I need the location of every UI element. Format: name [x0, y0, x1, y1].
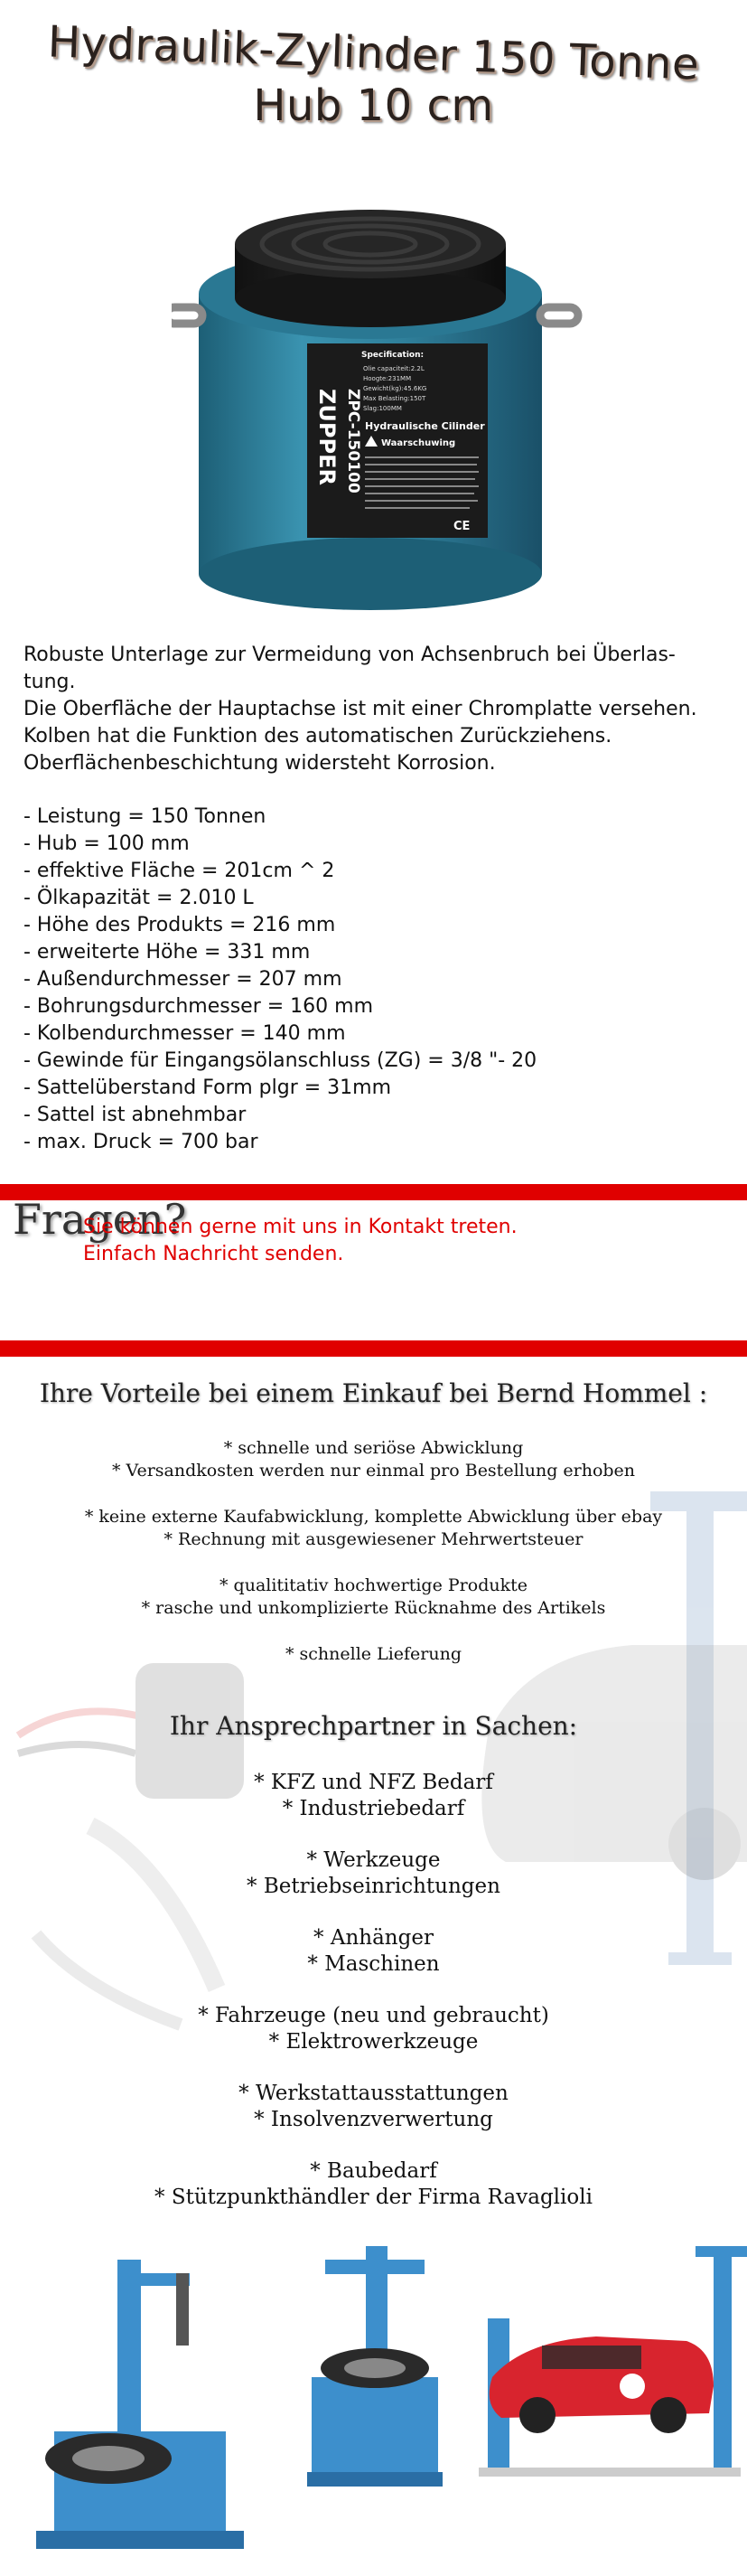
- spec-item: - Kolbendurchmesser = 140 mm: [23, 1022, 346, 1045]
- description-line: Oberflächenbeschichtung widersteht Korrosion.: [23, 752, 496, 775]
- benefit-item: * Versandkosten werden nur einmal pro Bestellung erhoben: [111, 1461, 636, 1481]
- partner-item: * Maschinen: [307, 1952, 440, 1976]
- label-model: ZPC-150100: [344, 389, 362, 494]
- partner-item: * Baubedarf: [310, 2159, 437, 2183]
- partner-item: * KFZ und NFZ Bedarf: [254, 1771, 493, 1794]
- partner-item: * Anhänger: [313, 1926, 434, 1950]
- benefit-item: * schnelle und seriöse Abwicklung: [223, 1438, 524, 1458]
- benefits-list: [0, 1437, 747, 1666]
- product-description: [23, 642, 728, 777]
- description-line: tung.: [23, 671, 76, 693]
- benefit-item: * keine externe Kaufabwicklung, komplette Abwicklung über ebay: [84, 1507, 663, 1527]
- spec-item: - effektive Fläche = 201cm ^ 2: [23, 860, 335, 882]
- spec-item: - Leistung = 150 Tonnen: [23, 805, 266, 828]
- partner-item: * Werkstattausstattungen: [238, 2082, 509, 2105]
- label-spec-4: Max Belasting:150T: [363, 395, 426, 402]
- car-lift-with-car-icon: [479, 2246, 747, 2477]
- benefit-item: * rasche und unkomplizierte Rücknahme des Artikels: [141, 1598, 606, 1618]
- hydraulic-cylinder-image: [172, 208, 596, 615]
- label-heading: Hydraulische Cilinder: [365, 420, 485, 432]
- partner-item: * Werkzeuge: [306, 1848, 441, 1872]
- contact-line-1: Sie können gerne mit uns in Kontakt treten.: [83, 1216, 518, 1238]
- label-spec-2: Hoogte:231MM: [363, 375, 412, 382]
- partner-item: * Elektrowerkzeuge: [268, 2030, 479, 2054]
- contact-partner-heading: Ihr Ansprechpartner in Sachen:: [169, 1711, 578, 1741]
- label-spec-1: Olie capaciteit:2.2L: [363, 365, 425, 372]
- spec-item: - Ölkapazität = 2.010 L: [23, 887, 254, 909]
- benefit-item: * schnelle Lieferung: [285, 1644, 462, 1664]
- spec-item: - max. Druck = 700 bar: [23, 1131, 258, 1153]
- contact-partner-list: [0, 1770, 747, 2211]
- questions-heading: Fragen?: [13, 1195, 187, 1244]
- spec-item: - erweiterte Höhe = 331 mm: [23, 941, 311, 964]
- benefit-item: * Rechnung mit ausgewiesener Mehrwertsteuer: [163, 1529, 584, 1549]
- description-line: Robuste Unterlage zur Vermeidung von Achsenbruch bei Überlas-: [23, 644, 676, 666]
- spec-item: - Gewinde für Eingangsölanschluss (ZG) = 3/8 "- 20: [23, 1049, 537, 1072]
- red-divider-bottom: [0, 1340, 747, 1357]
- partner-item: * Insolvenzverwertung: [254, 2108, 493, 2131]
- description-line: Kolben hat die Funktion des automatischen Zurückziehens.: [23, 725, 612, 747]
- title-line-2: Hub 10 cm: [253, 80, 494, 131]
- page-title: [0, 16, 747, 132]
- description-line: Die Oberfläche der Hauptachse ist mit einer Chromplatte versehen.: [23, 698, 697, 720]
- benefit-item: * qualititativ hochwertige Produkte: [219, 1575, 528, 1595]
- partner-item: * Betriebseinrichtungen: [247, 1875, 500, 1898]
- spec-item: - Sattelüberstand Form plgr = 31mm: [23, 1076, 392, 1099]
- label-spec-3: Gewicht(kg):45.6KG: [363, 385, 427, 392]
- partner-item: * Industriebedarf: [282, 1797, 465, 1820]
- spec-item: - Bohrungsdurchmesser = 160 mm: [23, 995, 374, 1018]
- label-spec-heading: Specification:: [361, 351, 425, 360]
- contact-message: [83, 1214, 518, 1268]
- spec-list: [23, 804, 728, 1156]
- benefits-heading: Ihre Vorteile bei einem Einkauf bei Bernd Hommel :: [39, 1378, 708, 1408]
- partner-item: * Fahrzeuge (neu und gebraucht): [198, 2004, 549, 2027]
- wheel-balancer-icon: [307, 2246, 443, 2487]
- partner-item: * Stützpunkthändler der Firma Ravaglioli: [154, 2186, 593, 2209]
- workshop-equipment-images: [0, 2242, 747, 2576]
- contact-line-2: Einfach Nachricht senden.: [83, 1243, 344, 1265]
- tire-changer-icon: [36, 2260, 244, 2549]
- title-line-1: Hydraulik-Zylinder 150 Tonne: [46, 16, 700, 90]
- spec-item: - Außendurchmesser = 207 mm: [23, 968, 342, 991]
- spec-item: - Hub = 100 mm: [23, 832, 190, 855]
- label-spec-5: Slag:100MM: [363, 405, 402, 412]
- label-brand: ZUPPER: [314, 389, 340, 485]
- spec-item: - Höhe des Produkts = 216 mm: [23, 914, 336, 936]
- label-ce: CE: [453, 520, 471, 533]
- spec-item: - Sattel ist abnehmbar: [23, 1104, 247, 1126]
- label-warning: Waarschuwing: [381, 438, 456, 448]
